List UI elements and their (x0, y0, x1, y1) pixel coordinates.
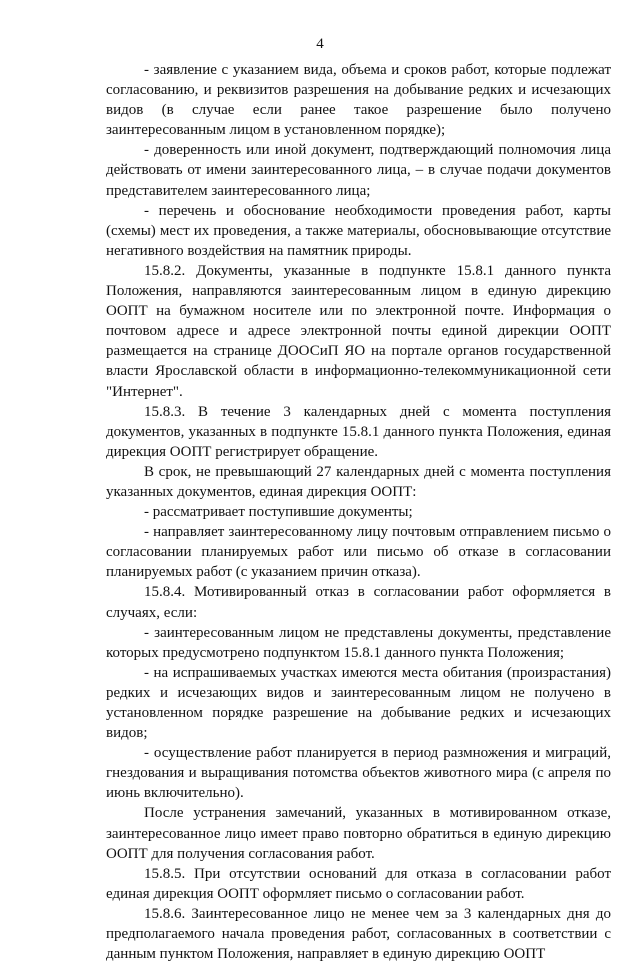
page-number: 4 (316, 36, 324, 52)
paragraph-15-8-4: 15.8.4. Мотивированный отказ в согласовании работ оформляется в случаях, если: (106, 584, 611, 621)
paragraph-15-8-2: 15.8.2. Документы, указанные в подпункте 15.8.1 данного пункта Положения, направляются заинтересованным лицом в единую дирекцию ООПТ на бумажном носителе или по электронной почте. Информация о почтовом адресе и адресе электронной почты единой дирекции ООПТ размещается на странице ДООСиП ЯО на портале органов государственной власти Ярославской области в информационно-телекоммуникационной сети "Интернет". (106, 262, 611, 400)
paragraph-reviews-documents: - рассматривает поступившие документы; (144, 504, 413, 521)
paragraph-application: - заявление с указанием вида, объема и сроков работ, которые подлежат согласованию, и реквизитов разрешения на добывание редких и исчезающих видов (в случае если ранее такое разрешение было получено заинтересованным лицом в установленном порядке); (106, 62, 611, 139)
paragraph-missing-documents: - заинтересованным лицом не представлены документы, представление которых предусмотрено подпунктом 15.8.1 данного пункта Положения; (106, 624, 611, 661)
paragraph-after-remarks: После устранения замечаний, указанных в мотивированном отказе, заинтересованное лицо имеет право повторно обратиться в единую дирекцию ООПТ для получения согласования работ. (106, 805, 611, 862)
paragraph-sends-letter: - направляет заинтересованному лицу почтовым отправлением письмо о согласовании планируемых работ или письмо об отказе в согласовании планируемых работ (с указанием причин отказа). (106, 524, 611, 581)
paragraph-list-and-justification: - перечень и обоснование необходимости проведения работ, карты (схемы) мест их проведения, а также материалы, обосновывающие отсутствие негативного воздействия на памятник природы. (106, 202, 611, 259)
paragraph-habitats: - на испрашиваемых участках имеются места обитания (произрастания) редких и исчезающих видов и заинтересованным лицом не получено в установленном порядке разрешение на добывание редких и исчезающих видов; (106, 664, 611, 742)
paragraph-15-8-3: 15.8.3. В течение 3 календарных дней с момента поступления документов, указанных в подпункте 15.8.1 данного пункта Положения, единая дирекция ООПТ регистрирует обращение. (106, 403, 611, 460)
paragraph-power-of-attorney: - доверенность или иной документ, подтверждающий полномочия лица действовать от имени заинтересованного лица, – в случае подачи документов представителем заинтересованного лица; (106, 142, 611, 199)
paragraph-15-8-5: 15.8.5. При отсутствии оснований для отказа в согласовании работ единая дирекция ООПТ оформляет письмо о согласовании работ. (106, 865, 611, 902)
document-body (106, 60, 611, 964)
paragraph-15-8-6: 15.8.6. Заинтересованное лицо не менее чем за 3 календарных дня до предполагаемого начала проведения работ, согласованных в соответствии с данным пунктом Положения, направляет в единую дирекцию ООПТ (106, 905, 611, 963)
paragraph-deadline: В срок, не превышающий 27 календарных дней с момента поступления указанных документов, единая дирекция ООПТ: (106, 463, 611, 500)
paragraph-breeding-period: - осуществление работ планируется в период размножения и миграций, гнездования и выращивания потомства объектов животного мира (с апреля по июнь включительно). (106, 745, 611, 802)
